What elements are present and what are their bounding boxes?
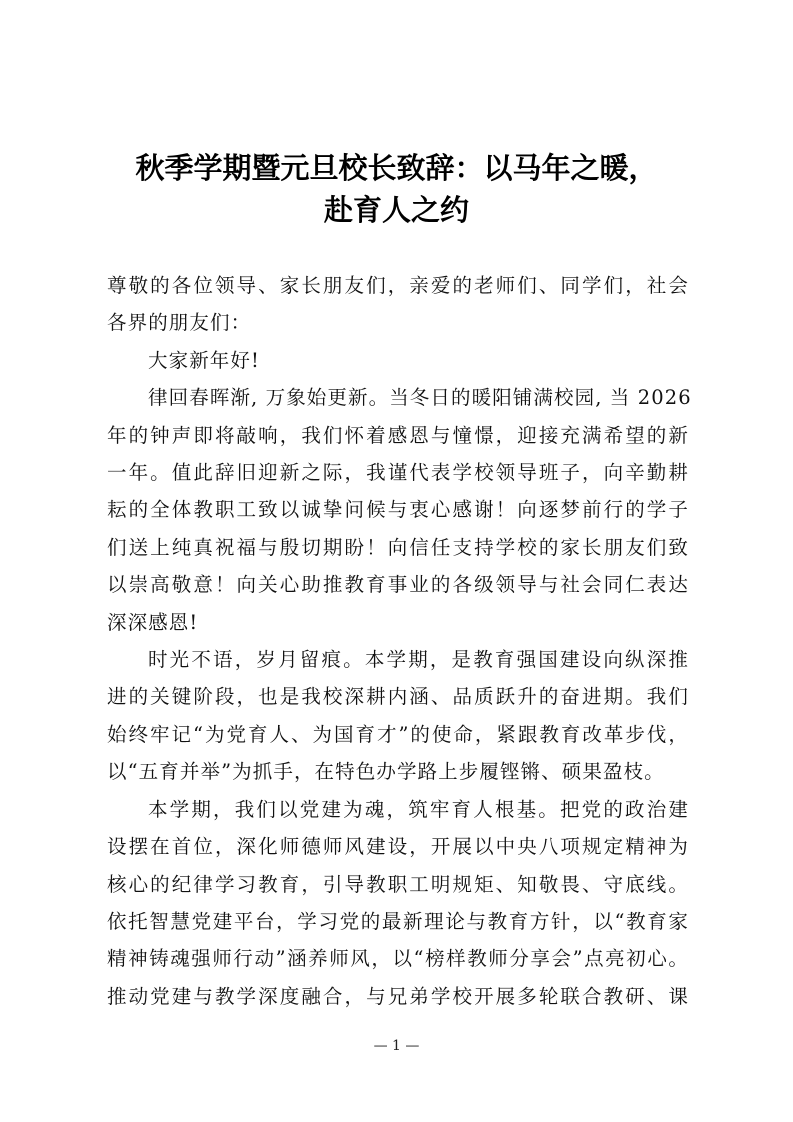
document-body (107, 267, 692, 1015)
text-line: 时光不语，岁月留痕。本学期，是教育强国建设向纵深推 (148, 648, 689, 672)
title-line-2: 赴育人之约 (323, 193, 469, 227)
text-line: 推动党建与教学深度融合，与兄弟学校开展多轮联合教研、课 (107, 984, 689, 1008)
text-line: 进的关键阶段，也是我校深耕内涵、品质跃升的奋进期。我们 (107, 685, 689, 709)
paragraph-new-year (107, 379, 692, 641)
text-line: 们送上纯真祝福与殷切期盼！向信任支持学校的家长朋友们致 (107, 535, 689, 559)
text-line: 核心的纪律学习教育，引导教职工明规矩、知敬畏、守底线。 (107, 872, 689, 896)
text-line: 尊敬的各位领导、家长朋友们，亲爱的老师们、同学们，社会 (107, 274, 689, 297)
text-line: 年的钟声即将敲响，我们怀着感恩与憧憬，迎接充满希望的新 (107, 423, 689, 447)
text-line: 深深感恩! (107, 610, 199, 634)
text-line: 精神铸魂强师行动”涵养师风，以“榜样教师分享会”点亮初心。 (107, 947, 689, 971)
text-line: 本学期，我们以党建为魂，筑牢育人根基。把党的政治建 (148, 797, 689, 821)
text-line: 大家新年好! (148, 348, 260, 372)
text-line: 耘的全体教职工致以诚挚问候与衷心感谢！向逐梦前行的学子 (107, 498, 689, 522)
title-line-1: 秋季学期暨元旦校长致辞：以马年之暖， (135, 151, 658, 185)
text-line: 以崇高敬意！向关心助推教育事业的各级领导与社会同仁表达 (107, 573, 689, 597)
paragraph-semester-review (107, 641, 689, 791)
text-line: 始终牢记“为党育人、为国育才”的使命，紧跟教育改革步伐， (107, 722, 689, 746)
salutation-paragraph (107, 267, 689, 342)
paragraph-party-building (107, 791, 689, 1015)
greeting-paragraph (107, 342, 689, 379)
text-line: 各界的朋友们： (107, 311, 252, 335)
text-line: 律回春晖渐, 万象始更新。当冬日的暖阳铺满校园, 当 2026 (148, 386, 692, 410)
text-line: 一年。值此辞旧迎新之际，我谨代表学校领导班子，向辛勤耕 (107, 461, 689, 485)
page-number: — 1 — (373, 1038, 420, 1054)
text-line: 设摆在首位，深化师德师风建设，开展以中央八项规定精神为 (107, 835, 689, 859)
document-title (0, 147, 793, 231)
text-line: 依托智慧党建平台，学习党的最新理论与教育方针，以“教育家 (107, 909, 689, 933)
text-line: 以“五育并举”为抓手，在特色办学路上步履铿锵、硕果盈枝。 (107, 760, 665, 784)
